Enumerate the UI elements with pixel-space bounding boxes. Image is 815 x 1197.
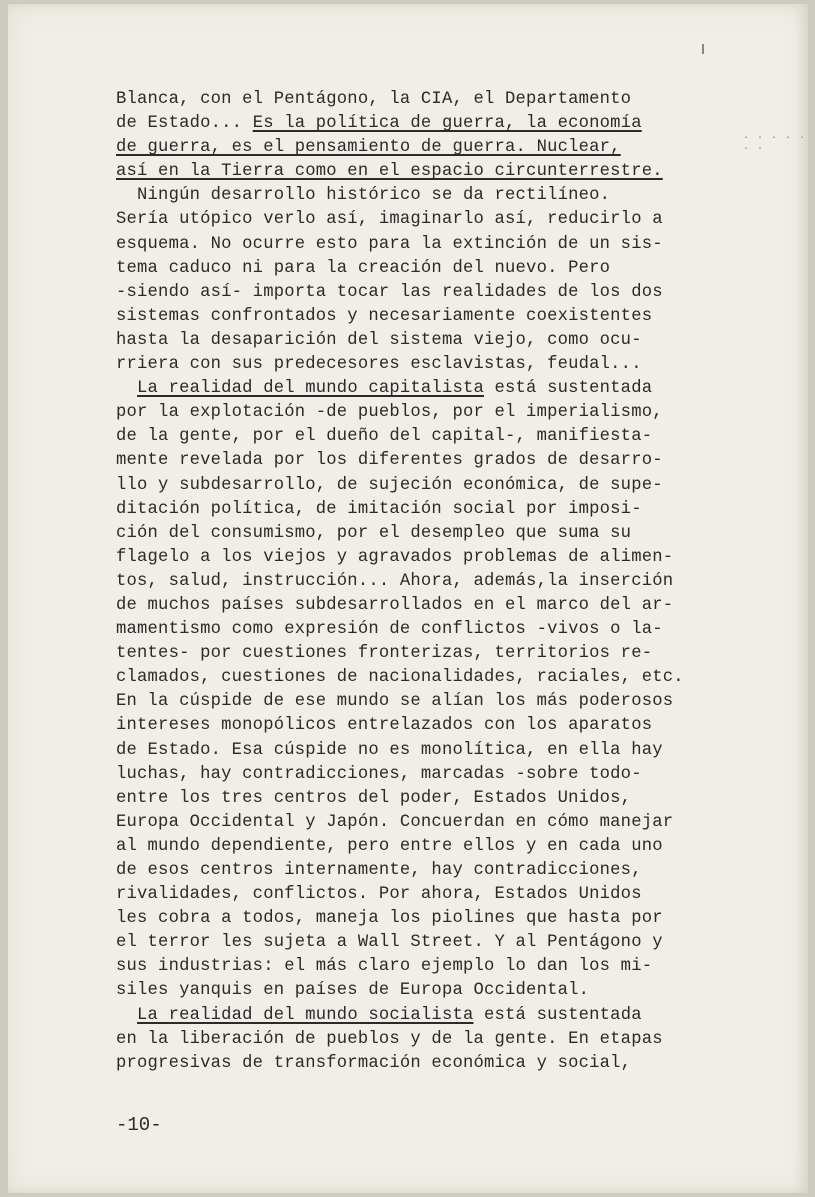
text-line [116,474,766,498]
underlined-text: de guerra, es el pensamiento de guerra. Nuclear, [116,138,621,158]
text-segment: llo y subdesarrollo, de sujeción económica, de supe- [116,475,663,495]
body-text [116,88,766,1076]
text-segment: hasta la desaparición del sistema viejo, como ocu- [116,330,642,350]
text-segment: En la cúspide de ese mundo se alían los más poderosos [116,692,674,712]
text-line [116,690,766,714]
text-segment: Sería utópico verlo así, imaginarlo así, reducirlo a [116,210,663,230]
text-line [116,522,766,546]
underlined-text: La realidad del mundo capitalista [137,379,484,399]
text-segment: mamentismo como expresión de conflictos -vivos o la- [116,620,663,640]
text-line [116,883,766,907]
text-line [116,305,766,329]
text-line [116,184,766,208]
text-segment: mente revelada por los diferentes grados de desarro- [116,451,663,471]
text-segment: en la liberación de pueblos y de la gente. En etapas [116,1029,663,1049]
scan-mark [702,44,704,54]
text-line [116,281,766,305]
underlined-text: así en la Tierra como en el espacio circunterrestre. [116,162,663,182]
text-segment: de la gente, por el dueño del capital-, manifiesta- [116,427,653,447]
text-line [116,136,766,160]
text-line [116,112,766,136]
text-line [116,739,766,763]
text-segment: intereses monopólicos entrelazados con los aparatos [116,716,653,736]
text-line [116,931,766,955]
stray-marks: . . . . . . . [743,131,807,153]
text-line [116,353,766,377]
text-line [116,1052,766,1076]
text-segment: luchas, hay contradicciones, marcadas -sobre todo- [116,764,642,784]
text-line [116,546,766,570]
text-line [116,811,766,835]
text-segment: -siendo así- importa tocar las realidades de los dos [116,282,663,302]
text-line [116,642,766,666]
text-line [116,1004,766,1028]
text-line [116,377,766,401]
text-line [116,666,766,690]
text-segment: el terror les sujeta a Wall Street. Y al Pentágono y [116,933,663,953]
text-line [116,859,766,883]
text-line [116,835,766,859]
text-line [116,618,766,642]
document-page [8,4,808,1193]
text-segment: de Estado. Esa cúspide no es monolítica, en ella hay [116,740,663,760]
text-segment: progresivas de transformación económica y social, [116,1053,632,1073]
page-number: -10- [116,1114,162,1136]
text-segment: ditación política, de imitación social por imposi- [116,499,642,519]
text-segment: clamados, cuestiones de nacionalidades, raciales, etc. [116,668,684,688]
text-line [116,208,766,232]
text-line [116,787,766,811]
text-segment: al mundo dependiente, pero entre ellos y en cada uno [116,836,663,856]
text-segment [116,379,137,398]
text-segment: está sustentada [473,1005,642,1025]
text-line [116,498,766,522]
text-segment: esquema. No ocurre esto para la extinción de un sis- [116,234,663,254]
text-line [116,570,766,594]
text-segment: de esos centros internamente, hay contradicciones, [116,861,642,880]
text-segment: sistemas confrontados y necesariamente coexistentes [116,306,653,326]
text-segment: está sustentada [484,379,653,399]
text-line [116,955,766,979]
text-segment: de Estado... [116,114,253,134]
text-line [116,233,766,257]
text-segment: siles yanquis en países de Europa Occidental. [116,981,590,1001]
text-segment: sus industrias: el más claro ejemplo lo dan los mi- [116,957,653,977]
text-line [116,257,766,281]
text-line [116,907,766,931]
text-segment: rriera con sus predecesores esclavistas, feudal... [116,355,642,375]
text-segment: Europa Occidental y Japón. Concuerdan en cómo manejar [116,812,674,832]
text-segment: de muchos países subdesarrollados en el marco del ar- [116,595,674,615]
text-line [116,449,766,473]
text-segment: rivalidades, conflictos. Por ahora, Estados Unidos [116,885,642,905]
text-line [116,425,766,449]
underlined-text: La realidad del mundo socialista [137,1005,474,1025]
text-segment: Ningún desarrollo histórico se da rectilíneo. [116,186,611,206]
text-line [116,329,766,353]
text-line [116,401,766,425]
text-segment: tos, salud, instrucción... Ahora, además,la inserción [116,571,674,591]
text-segment: ción del consumismo, por el desempleo que suma su [116,523,632,543]
text-segment: tentes- por cuestiones fronterizas, territorios re- [116,644,653,664]
text-line [116,594,766,618]
text-segment: Blanca, con el Pentágono, la CIA, el Departamento [116,90,632,109]
text-segment: tema caduco ni para la creación del nuevo. Pero [116,258,611,278]
text-segment [116,1006,137,1025]
text-line [116,714,766,738]
text-segment: por la explotación -de pueblos, por el imperialismo, [116,403,663,423]
text-segment: les cobra a todos, maneja los piolines que hasta por [116,909,663,929]
text-line [116,763,766,787]
underlined-text: Es la política de guerra, la economía [252,114,642,134]
text-line [116,1028,766,1052]
text-line [116,979,766,1003]
text-line [116,160,766,184]
text-segment: entre los tres centros del poder, Estados Unidos, [116,788,632,808]
text-line [116,88,766,112]
text-segment: flagelo a los viejos y agravados problemas de alimen- [116,547,674,567]
